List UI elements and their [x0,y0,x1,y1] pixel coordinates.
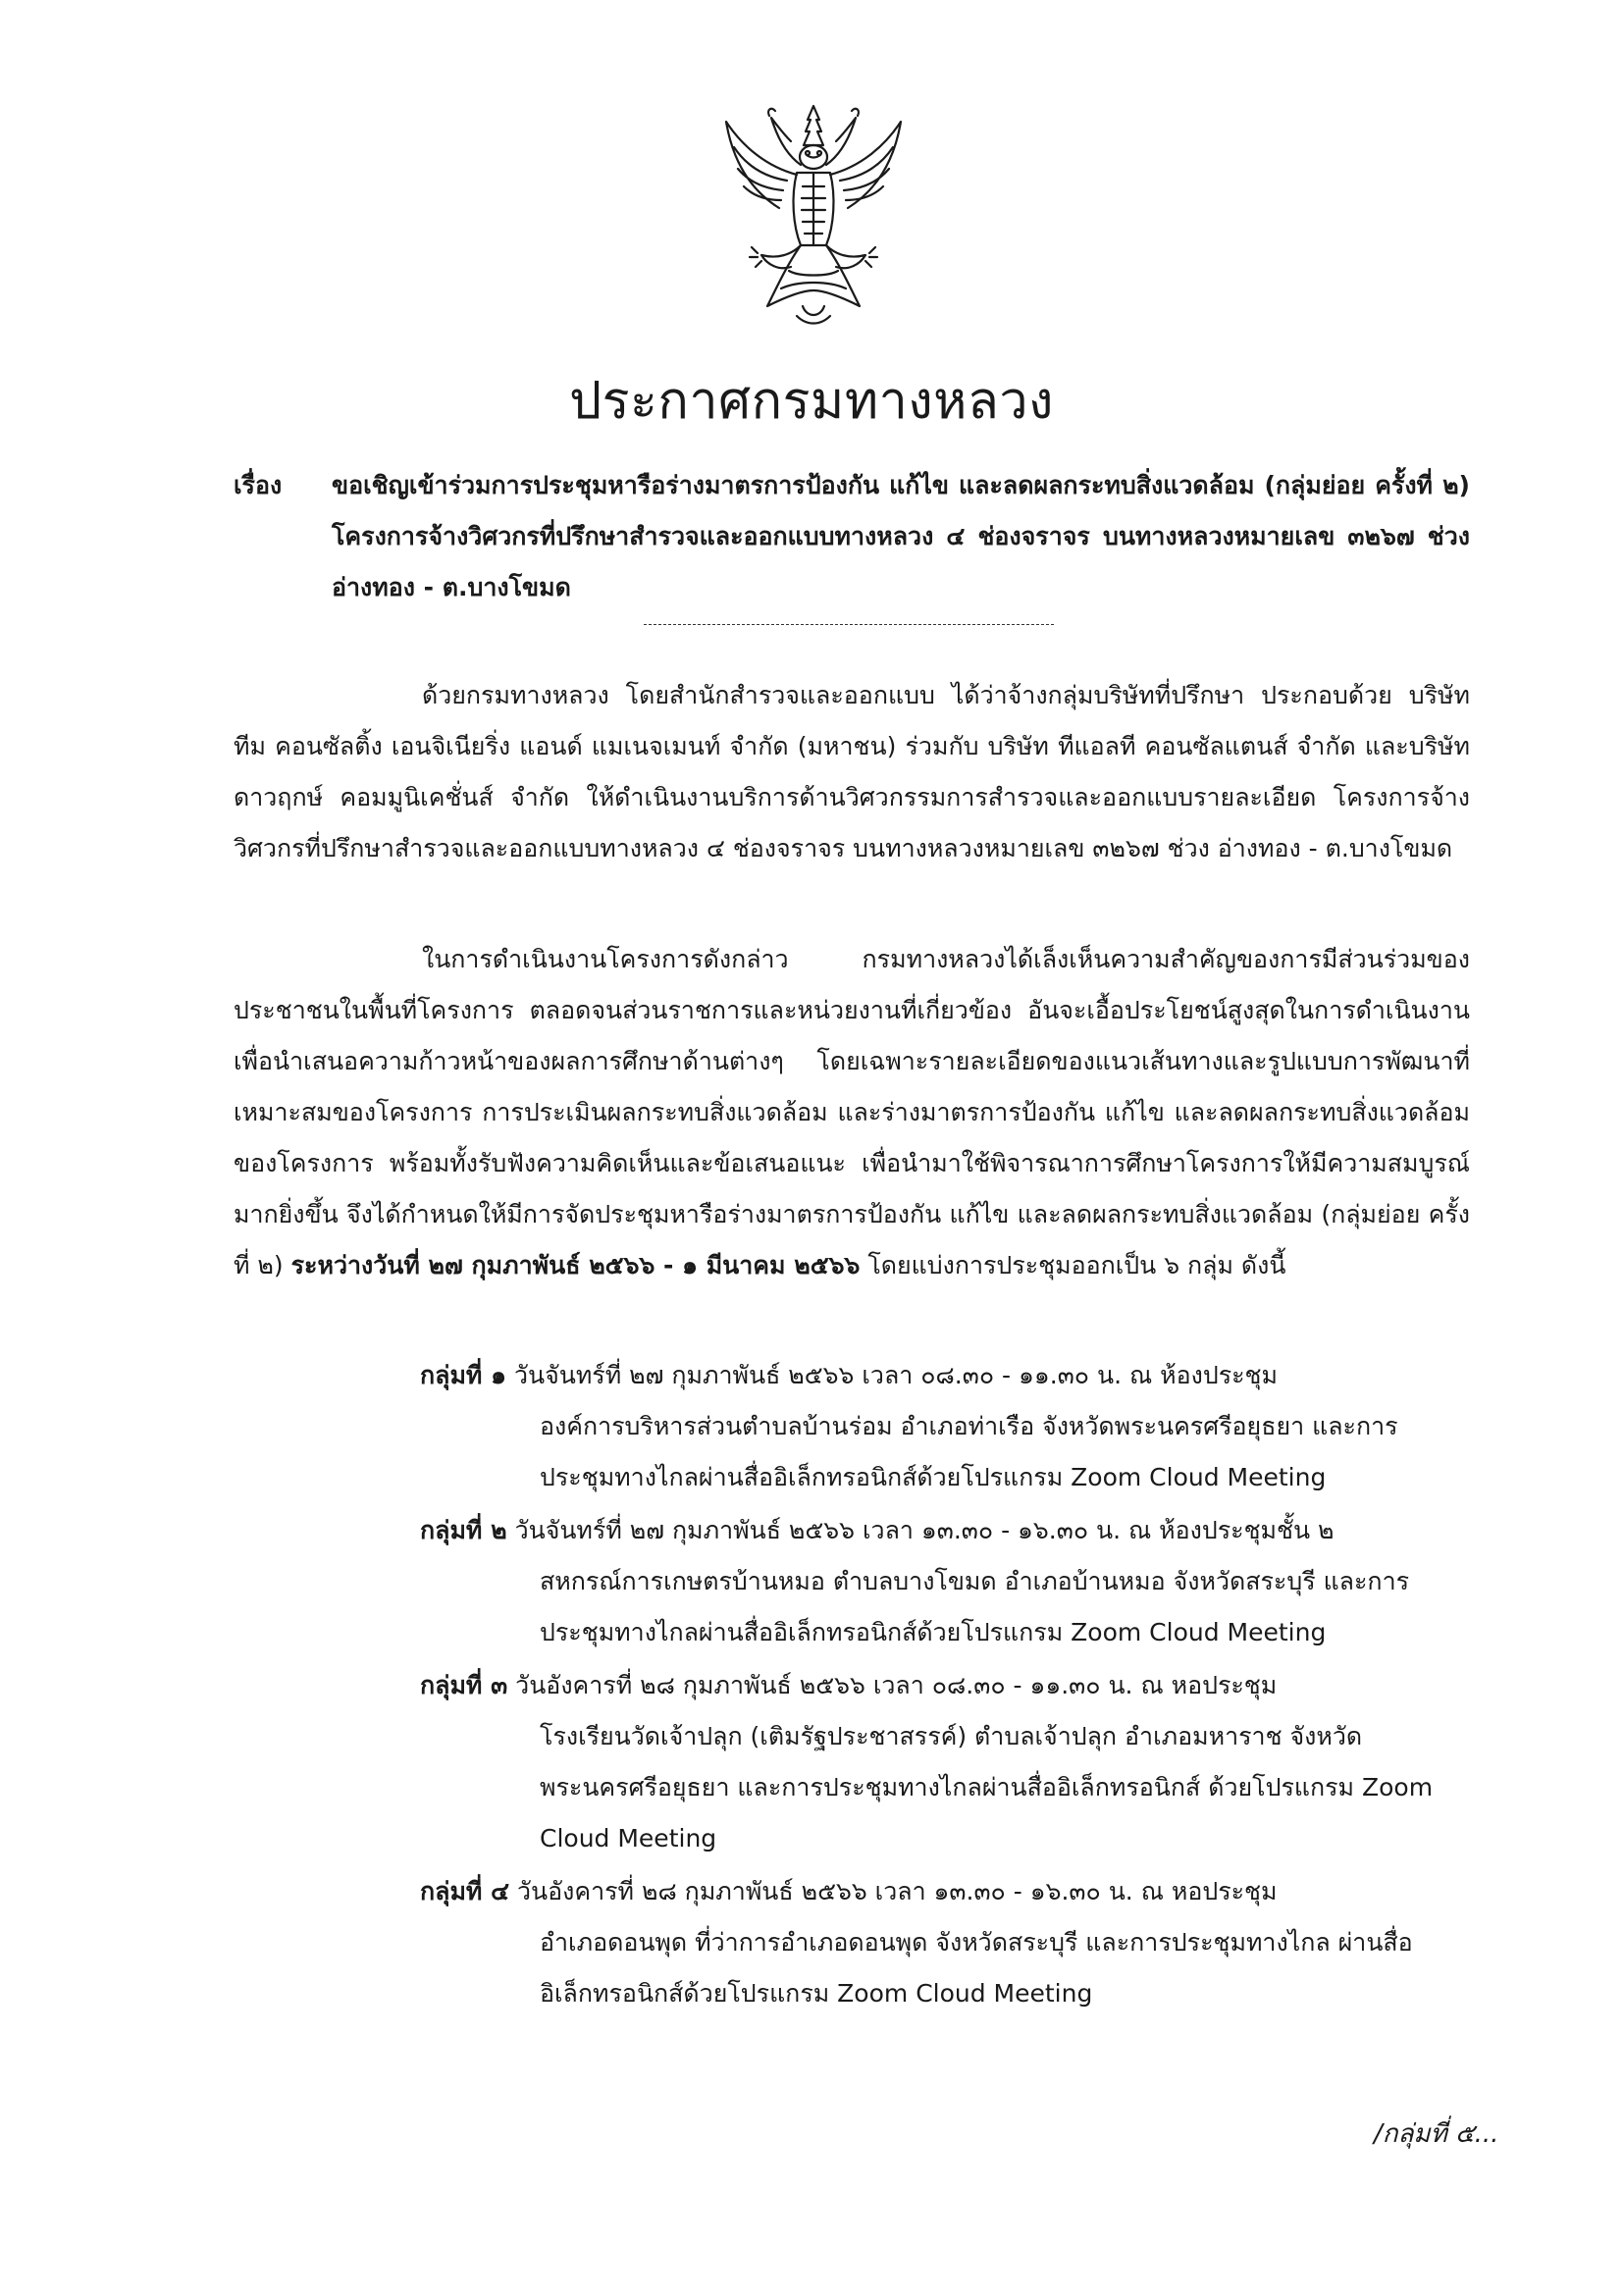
subject-label: เรื่อง [234,471,283,499]
group-4-head [420,1866,1470,1917]
group-1-schedule: วันจันทร์ที่ ๒๗ กุมภาพันธ์ ๒๕๖๖ เวลา ๐๘.๓๐ - ๑๑.๓๐ น. ณ ห้องประชุม [513,1361,1278,1389]
separator-line [644,624,1054,625]
paragraph-1: ด้วยกรมทางหลวง โดยสำนักสำรวจและออกแบบ ได้ว่าจ้างกลุ่มบริษัทที่ปรึกษา ประกอบด้วย บริษัท ทีม คอนซัลติ้ง เอนจิเนียริ่ง แอนด์ แมเนจเมนท์ จำกัด (มหาชน) ร่วมกับ บริษัท ทีแอลที คอนซัลแตนส์ จำกัด และบริษัท ดาวฤกษ์ คอมมูนิเคชั่นส์ จำกัด ให้ดำเนินงานบริการด้านวิศวกรรมการสำรวจและออกแบบรายละเอียด โครงการจ้างวิศวกรที่ปรึกษาสำรวจและออกแบบทางหลวง ๔ ช่องจราจร บนทางหลวงหมายเลข ๓๒๖๗ ช่วง อ่างทอง - ต.บางโขมด [234,681,1470,862]
paragraph-2 [234,934,1470,1291]
group-1-label: กลุ่มที่ ๑ [420,1361,506,1389]
continuation-note: /กลุ่มที่ ๕... [1374,2119,1499,2149]
group-4-schedule: วันอังคารที่ ๒๘ กุมภาพันธ์ ๒๕๖๖ เวลา ๑๓.๓๐ - ๑๖.๓๐ น. ณ หอประชุม [517,1877,1278,1905]
group-2-head [420,1505,1470,1556]
group-4-label: กลุ่มที่ ๔ [420,1877,510,1905]
meeting-group-2 [420,1505,1470,1658]
meeting-date-range: ระหว่างวันที่ ๒๗ กุมภาพันธ์ ๒๕๖๖ - ๑ มีนาคม ๒๕๖๖ [290,1251,861,1279]
group-1-venue: องค์การบริหารส่วนตำบลบ้านร่อม อำเภอท่าเรือ จังหวัดพระนครศรีอยุธยา และการประชุมทางไกลผ่านสื่ออิเล็กทรอนิกส์ด้วยโปรแกรม Zoom Cloud Meeting [540,1412,1398,1491]
group-4-venue: อำเภอดอนพุด ที่ว่าการอำเภอดอนพุด จังหวัดสระบุรี และการประชุมทางไกล ผ่านสื่ออิเล็กทรอนิกส์ด้วยโปรแกรม Zoom Cloud Meeting [540,1928,1413,2008]
group-3-venue: โรงเรียนวัดเจ้าปลุก (เติมรัฐประชาสรรค์) ตำบลเจ้าปลุก อำเภอมหาราช จังหวัดพระนครศรีอยุธยา และการประชุมทางไกลผ่านสื่ออิเล็กทรอนิกส์ ด้วยโปรแกรม Zoom Cloud Meeting [540,1722,1434,1852]
group-3-schedule: วันอังคารที่ ๒๘ กุมภาพันธ์ ๒๕๖๖ เวลา ๐๘.๓๐ - ๑๑.๓๐ น. ณ หอประชุม [515,1671,1278,1699]
page-title: ประกาศกรมทางหลวง [569,372,1054,431]
subject-block [234,460,1470,613]
meeting-group-1 [420,1350,1470,1503]
group-2-venue: สหกรณ์การเกษตรบ้านหมอ ตำบลบางโขมด อำเภอบ้านหมอ จังหวัดสระบุรี และการประชุมทางไกลผ่านสื่ออิเล็กทรอนิกส์ด้วยโปรแกรม Zoom Cloud Meeting [540,1567,1410,1646]
group-1-head [420,1350,1470,1401]
paragraph-2-text: ในการดำเนินงานโครงการดังกล่าว กรมทางหลวงได้เล็งเห็นความสำคัญของการมีส่วนร่วมของประชาชนในพื้นที่โครงการ ตลอดจนส่วนราชการและหน่วยงานที่เกี่ยวข้อง อันจะเอื้อประโยชน์สูงสุดในการดำเนินงาน เพื่อนำเสนอความก้าวหน้าของผลการศึกษาด้านต่างๆ โดยเฉพาะรายละเอียดของแนวเส้นทางและรูปแบบการพัฒนาที่เหมาะสมของโครงการ การประเมินผลกระทบสิ่งแวดล้อม และร่างมาตรการป้องกัน แก้ไข และลดผลกระทบสิ่งแวดล้อมของโครงการ พร้อมทั้งรับฟังความคิดเห็นและข้อเสนอแนะ เพื่อนำมาใช้พิจารณาการศึกษาโครงการให้มีความสมบูรณ์มากยิ่งขึ้น จึงได้กำหนดให้มีการจัดประชุมหารือร่างมาตรการป้องกัน แก้ไข และลดผลกระทบสิ่งแวดล้อม (กลุ่มย่อย ครั้งที่ ๒) [234,945,1470,1279]
group-3-label: กลุ่มที่ ๓ [420,1671,508,1699]
meeting-group-3 [420,1660,1470,1864]
paragraph-2-end: โดยแบ่งการประชุมออกเป็น ๖ กลุ่ม ดังนี้ [867,1251,1286,1279]
garuda-emblem-icon [708,98,919,329]
meeting-group-4 [420,1866,1470,2019]
group-3-head [420,1660,1470,1711]
group-2-schedule: วันจันทร์ที่ ๒๗ กุมภาพันธ์ ๒๕๖๖ เวลา ๑๓.๓๐ - ๑๖.๓๐ น. ณ ห้องประชุมชั้น ๒ [514,1516,1335,1544]
subject-text: ขอเชิญเข้าร่วมการประชุมหารือร่างมาตรการป้องกัน แก้ไข และลดผลกระทบสิ่งแวดล้อม (กลุ่มย่อย ครั้งที่ ๒) โครงการจ้างวิศวกรที่ปรึกษาสำรวจและออกแบบทางหลวง ๔ ช่องจราจร บนทางหลวงหมายเลข ๓๒๖๗ ช่วง อ่างทอง - ต.บางโขมด [332,471,1470,601]
group-2-label: กลุ่มที่ ๒ [420,1516,507,1544]
